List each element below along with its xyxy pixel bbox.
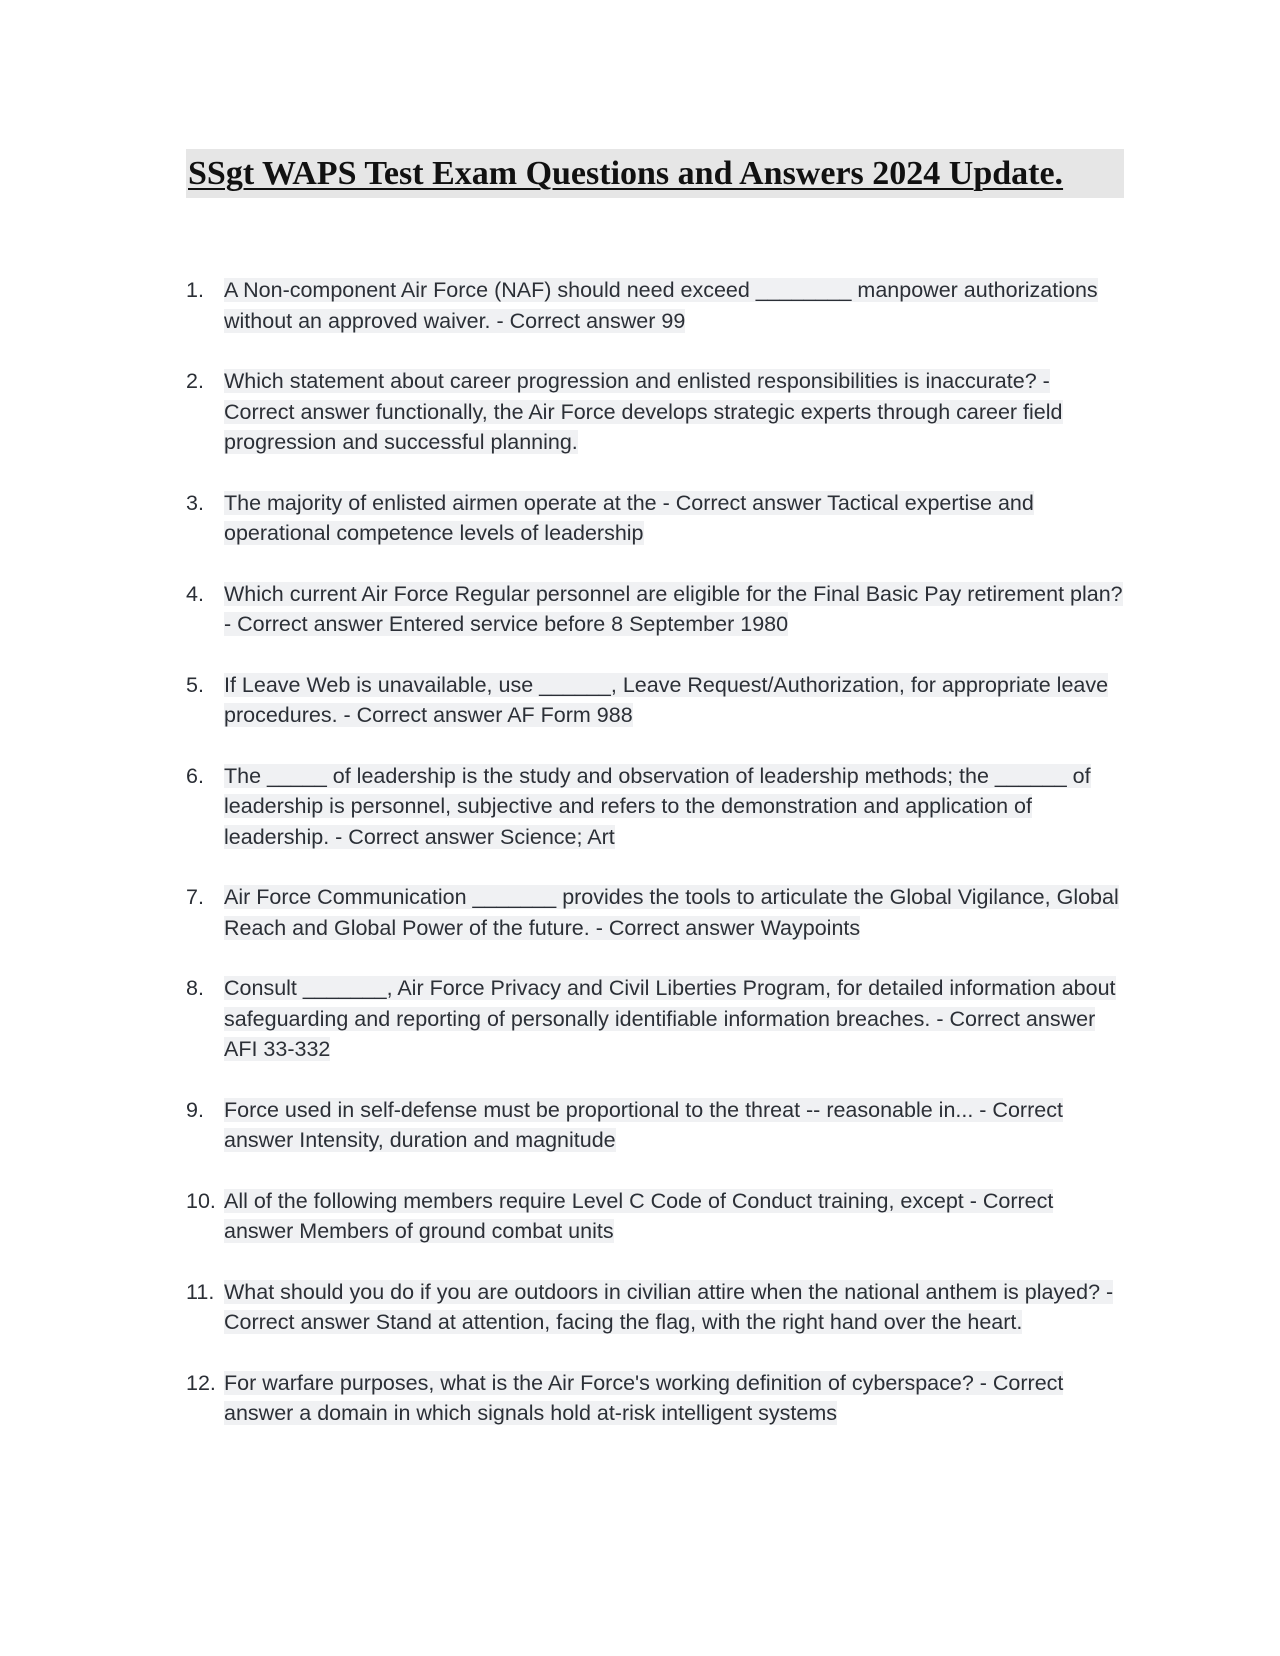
item-number: 8. (186, 976, 204, 1000)
item-text-container (224, 1095, 1126, 1156)
item-text: The _____ of leadership is the study and observation of leadership methods; the ______ of leadership is personnel, subjective and refers to the demonstration and application of leadership. - Correct answer Science; Art (224, 763, 1091, 849)
item-text: For warfare purposes, what is the Air Force's working definition of cyberspace? - Correct answer a domain in which signals hold at-risk intelligent systems (224, 1370, 1064, 1425)
item-text: All of the following members require Level C Code of Conduct training, except - Correct answer Members of ground combat units (224, 1188, 1054, 1243)
item-number: 3. (186, 490, 204, 515)
item-text-container (224, 973, 1126, 1065)
item-text-container (224, 366, 1126, 458)
list-item (186, 973, 1126, 1065)
item-number: 5. (186, 672, 204, 697)
item-text: Consult _______, Air Force Privacy and Civil Liberties Program, for detailed information about safeguarding and reporting of personally identifiable information breaches. - Correct answer AFI 33-332 (224, 976, 1116, 1061)
item-text-container (224, 1186, 1126, 1247)
item-text-container (224, 488, 1126, 549)
item-text: What should you do if you are outdoors in civilian attire when the national anthem is played? - Correct answer Stand at attention, facing the flag, with the right hand over the heart. (224, 1279, 1114, 1334)
item-text: Force used in self-defense must be proportional to the threat -- reasonable in... - Correct answer Intensity, duration and magnitude (224, 1097, 1063, 1152)
list-item (186, 366, 1126, 458)
item-text-container (224, 670, 1126, 731)
item-text-container (224, 882, 1126, 943)
title-block (186, 149, 1124, 198)
item-text-container (224, 1368, 1126, 1429)
list-item (186, 1368, 1126, 1429)
list-item (186, 1277, 1126, 1338)
item-number: 12. (186, 1370, 216, 1395)
item-text-container (224, 275, 1126, 336)
item-number: 7. (186, 885, 204, 909)
item-number: 2. (186, 369, 204, 393)
item-text-container (224, 579, 1126, 640)
item-text: Which statement about career progression and enlisted responsibilities is inaccurate? - Correct answer functionally, the Air Force develops strategic experts through career field progression and successful planning. (224, 369, 1063, 454)
item-text: The majority of enlisted airmen operate at the - Correct answer Tactical expertise and operational competence levels of leadership (224, 490, 1034, 545)
item-number: 9. (186, 1097, 204, 1122)
list-item (186, 488, 1126, 549)
item-text: If Leave Web is unavailable, use ______, Leave Request/Authorization, for appropriate leave procedures. - Correct answer AF Form 988 (224, 672, 1109, 727)
document-title: SSgt WAPS Test Exam Questions and Answers 2024 Update. (188, 155, 1064, 192)
item-text-container (224, 761, 1126, 853)
item-number: 10. (186, 1188, 216, 1213)
item-text: Which current Air Force Regular personnel are eligible for the Final Basic Pay retirement plan? - Correct answer Entered service before 8 September 1980 (224, 581, 1123, 636)
item-text: A Non-component Air Force (NAF) should need exceed ________ manpower authorizations without an approved waiver. - Correct answer 99 (224, 278, 1098, 333)
item-number: 4. (186, 581, 204, 606)
list-item (186, 882, 1126, 943)
list-item (186, 275, 1126, 336)
item-number: 11. (186, 1279, 215, 1304)
question-list (186, 275, 1126, 1459)
item-number: 1. (186, 278, 204, 302)
list-item (186, 1095, 1126, 1156)
item-number: 6. (186, 763, 204, 788)
item-text-container (224, 1277, 1126, 1338)
list-item (186, 579, 1126, 640)
list-item (186, 761, 1126, 853)
list-item (186, 670, 1126, 731)
list-item (186, 1186, 1126, 1247)
item-text: Air Force Communication _______ provides the tools to articulate the Global Vigilance, Global Reach and Global Power of the future. - Correct answer Waypoints (224, 885, 1119, 940)
